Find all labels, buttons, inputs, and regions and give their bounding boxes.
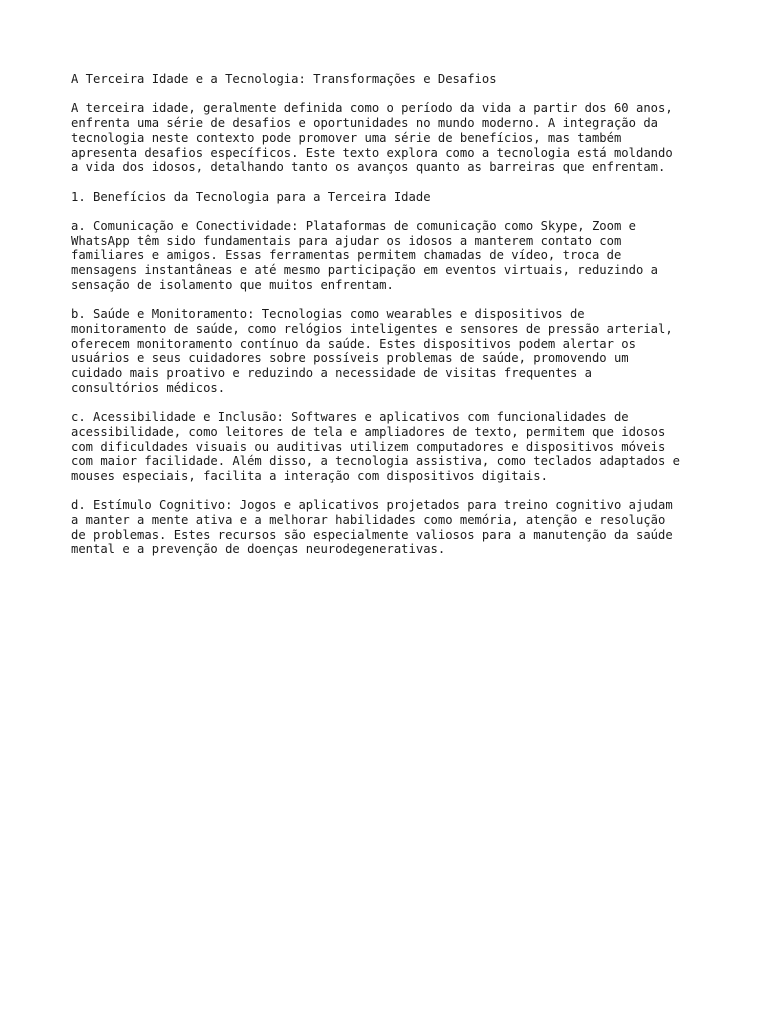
text-line: consultórios médicos.	[71, 380, 226, 395]
text-line: d. Estímulo Cognitivo: Jogos e aplicativos projetados para treino cognitivo ajudam	[71, 498, 673, 513]
text-line: a vida dos idosos, detalhando tanto os avanços quanto as barreiras que enfrentam.	[71, 160, 666, 175]
text-line: com maior facilidade. Além disso, a tecnologia assistiva, como teclados adaptados e	[71, 454, 681, 469]
text-line: mensagens instantâneas e até mesmo participação em eventos virtuais, reduzindo a	[71, 263, 658, 278]
text-line: apresenta desafios específicos. Este texto explora como a tecnologia está moldando	[71, 145, 673, 160]
paragraph-accessibility	[71, 410, 711, 484]
text-line: c. Acessibilidade e Inclusão: Softwares e aplicativos com funcionalidades de	[71, 410, 629, 425]
document-title	[71, 72, 711, 87]
text-line: de problemas. Estes recursos são especialmente valiosos para a manutenção da saúde	[71, 527, 673, 542]
title-line: A Terceira Idade e a Tecnologia: Transformações e Desafios	[71, 72, 497, 86]
text-line: acessibilidade, como leitores de tela e ampliadores de texto, permitem que idosos	[71, 424, 666, 439]
text-line: A terceira idade, geralmente definida como o período da vida a partir dos 60 anos,	[71, 101, 673, 116]
text-line: oferecem monitoramento contínuo da saúde. Estes dispositivos podem alertar os	[71, 336, 636, 351]
text-line: WhatsApp têm sido fundamentais para ajudar os idosos a manterem contato com	[71, 233, 622, 248]
text-line: com dificuldades visuais ou auditivas utilizem computadores e dispositivos móveis	[71, 439, 666, 454]
text-line: enfrenta uma série de desafios e oportunidades no mundo moderno. A integração da	[71, 116, 658, 131]
section-heading	[71, 190, 711, 205]
text-line: usuários e seus cuidadores sobre possíveis problemas de saúde, promovendo um	[71, 351, 629, 366]
text-line: b. Saúde e Monitoramento: Tecnologias como wearables e dispositivos de	[71, 307, 585, 322]
paragraph-intro	[71, 101, 711, 175]
text-line: a manter a mente ativa e a melhorar habilidades como memória, atenção e resolução	[71, 513, 666, 527]
text-line: a. Comunicação e Conectividade: Plataformas de comunicação como Skype, Zoom e	[71, 218, 636, 233]
text-line: familiares e amigos. Essas ferramentas permitem chamadas de vídeo, troca de	[71, 248, 622, 263]
paragraph-cognitive	[71, 498, 711, 557]
text-line: mental e a prevenção de doenças neurodegenerativas.	[71, 542, 446, 557]
heading-line: 1. Benefícios da Tecnologia para a Terceira Idade	[71, 189, 431, 204]
paragraph-communication	[71, 219, 711, 293]
text-line: monitoramento de saúde, como relógios inteligentes e sensores de pressão arterial,	[71, 321, 673, 336]
text-line: mouses especiais, facilita a interação com dispositivos digitais.	[71, 468, 548, 483]
paragraph-health	[71, 307, 711, 395]
text-line: cuidado mais proativo e reduzindo a necessidade de visitas frequentes a	[71, 366, 592, 380]
text-line: sensação de isolamento que muitos enfrentam.	[71, 277, 394, 292]
document-page	[71, 72, 711, 572]
text-line: tecnologia neste contexto pode promover uma série de benefícios, mas também	[71, 130, 622, 145]
